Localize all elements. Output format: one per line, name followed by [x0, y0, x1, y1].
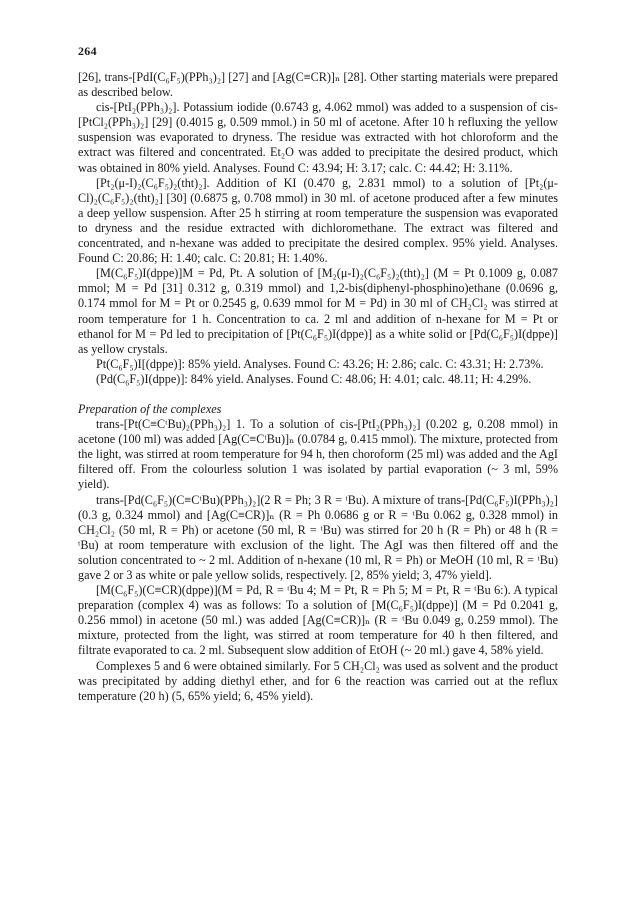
article-body: [78, 70, 558, 704]
section-heading-preparation: Preparation of the complexes: [78, 401, 222, 416]
paragraph-cis-pti2: cis-[PtI₂(PPh₃)₂]. Potassium iodide (0.6743 g, 4.062 mmol) was added to a suspension of cis-[PtCl₂(PPh₃)₂] [29] (0.4015 g, 0.509 mmol.) in 50 ml of acetone. After 10 h refluxing the yellow suspension was evaporated to dryness. The residue was extracted with hot chloroform and the extract was filtered and concentrated. Et₂O was added to precipitate the desired product, which was obtained in 80% yield. Analyses. Found C: 43.94; H: 3.17; calc. C: 44.42; H: 3.11%.: [78, 100, 558, 175]
paragraph-complexes-5-6: Complexes 5 and 6 were obtained similarly. For 5 CH₂Cl₂ was used as solvent and the product was precipitated by adding diethyl ether, and for 6 the reaction was carried out at the reflux temperature (20 h) (5, 65% yield; 6, 45% yield).: [78, 658, 558, 703]
paragraph-m-c6f5-i-dppe: [M(C₆F₅)I(dppe)]M = Pd, Pt. A solution of [M₂(μ-I)₂(C₆F₅)₂(tht)₂] (M = Pt 0.1009 g, 0.087 mmol; M = Pd [31] 0.312 g, 0.319 mmol) and 1,2-bis(diphenyl-phosphino)ethane (0.0696 g, 0.174 mmol for M = Pt or 0.2545 g, 0.639 mmol for M = Pd) in 30 ml of CH₂Cl₂ was stirred at room temperature for 1 h. Concentration to ca. 2 ml and addition of n-hexane for M = Pt or ethanol for M = Pd led to precipitation of [Pt(C₆F₅)I(dppe)] as a white solid or [Pd(C₆F₅)I(dppe)] as yellow crystals.: [78, 266, 558, 356]
paragraph-starting-materials: [26], trans-[PdI(C₆F₅)(PPh₃)₂] [27] and [Ag(C≡CR)]ₙ [28]. Other starting materials were prepared as described below.: [78, 70, 558, 100]
paragraph-pd-yield: (Pd(C₆F₅)I(dppe)]: 84% yield. Analyses. Found C: 48.06; H: 4.01; calc. 48.11; H: 4.29%.: [96, 371, 532, 386]
page-number: 264: [78, 44, 97, 58]
paragraph-pt-yield: Pt(C₆F₅)I[(dppe)]: 85% yield. Analyses. Found C: 43.26; H: 2.86; calc. C: 43.31; H: 2.73%.: [96, 356, 544, 371]
paragraph-pt2-iodo-bridge: [Pt₂(μ-I)₂(C₆F₅)₂(tht)₂]. Addition of KI (0.470 g, 2.831 mmol) to a solution of [Pt₂(μ-Cl)₂(C₆F₅)₂(tht)₂] [30] (0.6875 g, 0.708 mmol) in 30 ml. of acetone produced after a few minutes a deep yellow suspension. After 25 h stirring at room temperature the suspension was evaporated to dryness and the residue extracted with dichloromethane. The extract was filtered and concentrated, and n-hexane was added to precipitate the desired complex. 95% yield. Analyses. Found C: 20.86; H: 1.40; calc. C: 20.81; H: 1.40%.: [78, 175, 558, 266]
paragraph-complex-1: trans-[Pt(C≡CᵗBu)₂(PPh₃)₂] 1. To a solution of cis-[PtI₂(PPh₃)₂] (0.202 g, 0.208 mmol) in acetone (100 ml) was added [Ag(C≡CᵗBu)]ₙ (0.0784 g, 0.415 mmol). The mixture, protected from the light, was stirred at room temperature for 94 h, then choroform (25 ml) was added and the AgI filtered off. From the colourless solution 1 was isolated by partial evaporation (~ 3 ml, 59% yield).: [78, 417, 558, 492]
paragraph-complexes-4-6: [M(C₆F₅)(C≡CR)(dppe)](M = Pd, R = ᵗBu 4; M = Pt, R = Ph 5; M = Pt, R = ᵗBu 6:). A typical preparation (complex 4) was as follows: To a solution of [M(C₆F₅)I(dppe)] (M = Pd 0.2041 g, 0.256 mmol) in acetone (50 ml.) was added [Ag(C≡CR)]ₙ (R = ᵗBu 0.049 g, 0.259 mmol). The mixture, protected from the light, was stirred at room temperature for 40 h then filtered, and filtrate evaporated to ca. 2 ml. Subsequent slow addition of EtOH (~ 20 ml.) gave 4, 58% yield.: [78, 583, 558, 658]
paragraph-complexes-2-3: trans-[Pd(C₆F₅)(C≡CᵗBu)(PPh₃)₂](2 R = Ph; 3 R = ᵗBu). A mixture of trans-[Pd(C₆F₅)I(PPh₃)₂] (0.3 g, 0.324 mmol) and [Ag(C≡CR)]ₙ (R = Ph 0.0686 g or R = ᵗBu 0.062 g, 0.328 mmol) in CH₂Cl₂ (50 ml, R = Ph) or acetone (50 ml, R = ᵗBu) was stirred for 20 h (R = Ph) or 48 h (R = ᵗBu) at room temperature with exclusion of the light. The AgI was then filtered off and the solution concentrated to ~ 2 ml. Addition of n-hexane (10 ml, R = Ph) or MeOH (10 ml, R = ᵗBu) gave 2 or 3 as white or pale yellow solids, respectively. [2, 85% yield; 3, 47% yield].: [78, 492, 558, 582]
